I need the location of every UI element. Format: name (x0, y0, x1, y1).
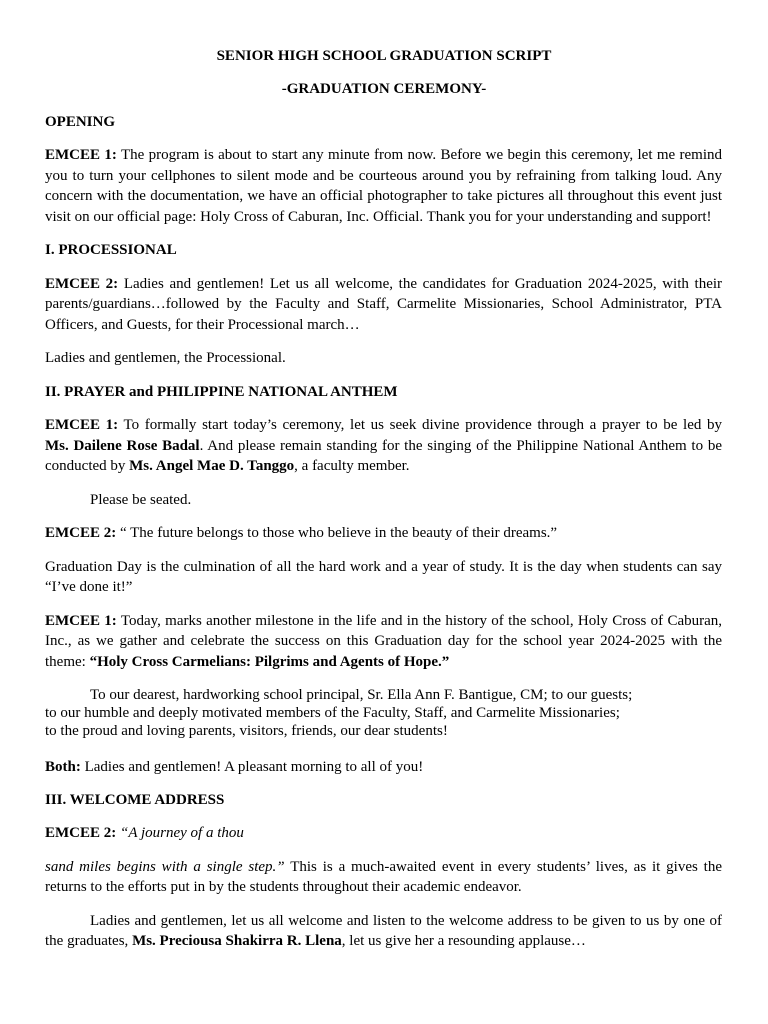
paragraph-line: returns to the efforts put in by the students throughout their academic endeavor. (45, 879, 522, 895)
paragraph-line: to our humble and deeply motivated members of the Faculty, Staff, and Carmelite Missionaries; (45, 705, 620, 721)
paragraph-line: the graduates, Ms. Preciousa Shakirra R. Llena, let us give her a resounding applause… (45, 933, 586, 949)
section-heading-prayer: II. PRAYER and PHILIPPINE NATIONAL ANTHEM (45, 384, 398, 400)
paragraph-line: sand miles begins with a single step.” This is a much-awaited event in every students’ lives, as it gives the (45, 859, 722, 875)
paragraph-line: Ms. Dailene Rose Badal. And please remain standing for the singing of the Philippine National Anthem to be (45, 438, 722, 454)
paragraph-line: EMCEE 1: Today, marks another milestone in the life and in the history of the school, Holy Cross of Caburan, (45, 613, 723, 629)
paragraph-line: parents/guardians…followed by the Faculty and Staff, Carmelite Missionaries, School Administrator, PTA (45, 296, 722, 312)
paragraph-line: to the proud and loving parents, visitors, friends, our dear students! (45, 723, 448, 739)
paragraph-line: “I’ve done it!” (45, 579, 133, 595)
paragraph-line: Ladies and gentlemen, the Processional. (45, 350, 286, 366)
paragraph-line: theme: “Holy Cross Carmelians: Pilgrims and Agents of Hope.” (45, 654, 450, 670)
section-heading-processional: I. PROCESSIONAL (45, 242, 177, 258)
paragraph-line: Graduation Day is the culmination of all the hard work and a year of study. It is the day when students can say (45, 559, 722, 575)
paragraph-line: Officers, and Guests, for their Processional march… (45, 317, 360, 333)
paragraph-line: concern with the documentation, we have an official photographer to take pictures all throughout this event just (45, 188, 722, 204)
paragraph-line: you to turn your cellphones to silent mode and be courteous around you by refraining from talking loud. Any (45, 168, 722, 184)
paragraph-line: EMCEE 1: To formally start today’s ceremony, let us seek divine providence through a prayer to be led by (45, 417, 722, 433)
paragraph-line: Both: Ladies and gentlemen! A pleasant morning to all of you! (45, 759, 424, 775)
document-subtitle: -GRADUATION CEREMONY- (281, 81, 487, 97)
paragraph-line: EMCEE 2: Ladies and gentlemen! Let us all welcome, the candidates for Graduation 2024-2025, with their (45, 276, 723, 292)
paragraph-line: conducted by Ms. Angel Mae D. Tanggo, a faculty member. (45, 458, 410, 474)
paragraph-line: Inc., as we gather and celebrate the success on this Graduation day for the school year 2024-2025 with the (45, 633, 722, 649)
paragraph-line: EMCEE 2: “ The future belongs to those who believe in the beauty of their dreams.” (45, 525, 558, 541)
section-heading-welcome: III. WELCOME ADDRESS (45, 792, 225, 808)
paragraph-line: Please be seated. (90, 492, 192, 508)
paragraph-line: Ladies and gentlemen, let us all welcome and listen to the welcome address to be given to us by one of (90, 913, 722, 929)
section-heading-opening: OPENING (45, 114, 116, 130)
document-title: SENIOR HIGH SCHOOL GRADUATION SCRIPT (216, 48, 552, 64)
paragraph-line: To our dearest, hardworking school principal, Sr. Ella Ann F. Bantigue, CM; to our guests; (90, 687, 633, 703)
paragraph-line: visit on our official page: Holy Cross of Caburan, Inc. Official. Thank you for your understanding and support! (45, 209, 712, 225)
paragraph-line: EMCEE 2: “A journey of a thou (45, 825, 244, 841)
paragraph-line: EMCEE 1: The program is about to start any minute from now. Before we begin this ceremony, let me remind (45, 147, 723, 163)
